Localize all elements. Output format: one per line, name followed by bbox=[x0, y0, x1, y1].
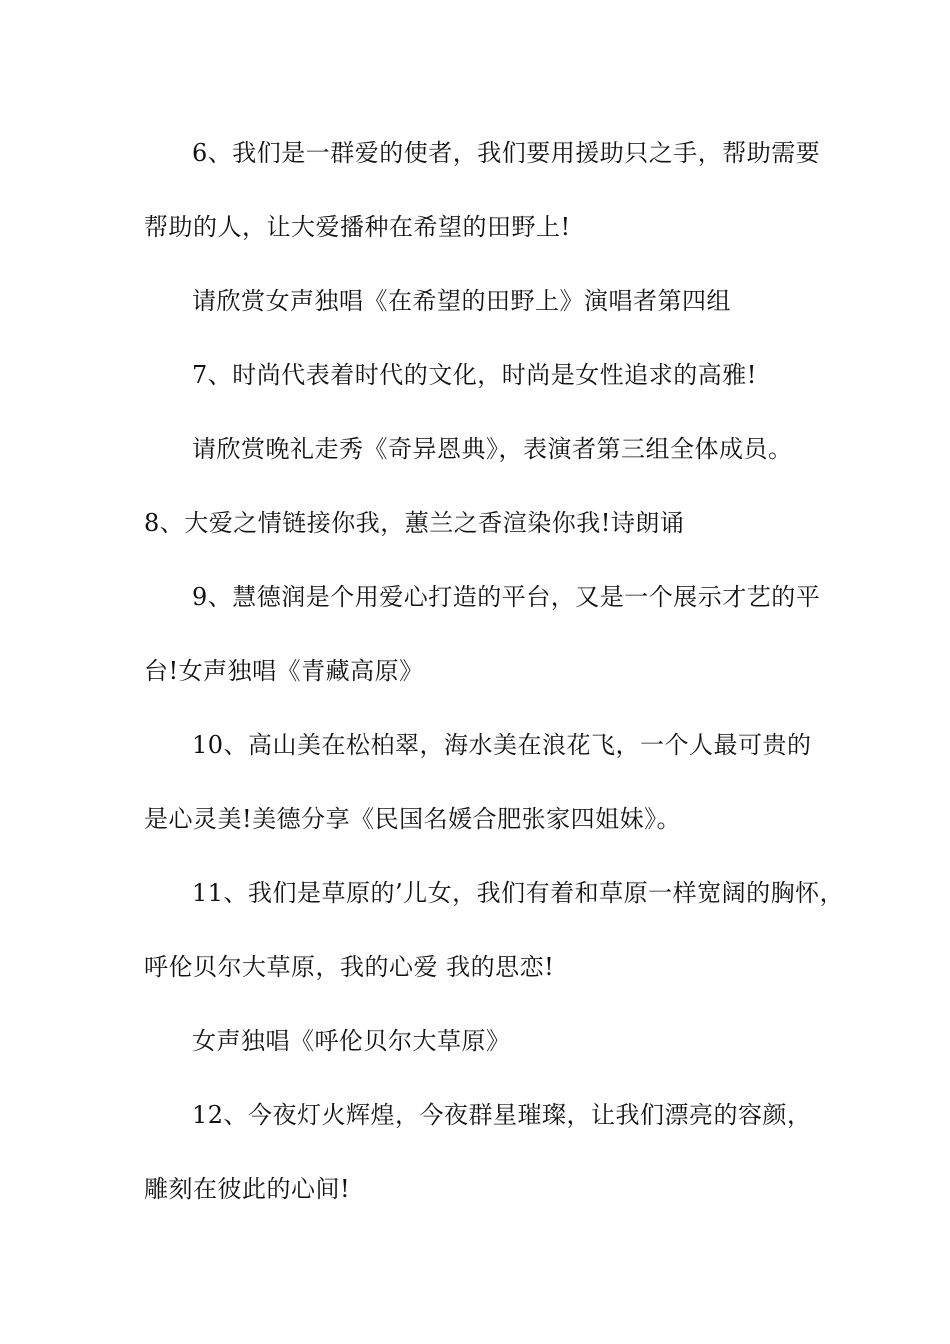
paragraph-10-line-1: 10、高山美在松柏翠，海水美在浪花飞，一个人最可贵的 bbox=[192, 731, 812, 759]
program-item-4: 请欣赏女声独唱《在希望的田野上》演唱者第四组 bbox=[192, 287, 731, 315]
paragraph-9-line-2: 台!女声独唱《青藏高原》 bbox=[144, 657, 424, 685]
paragraph-11-line-2: 呼伦贝尔大草原，我的心爱 我的思恋! bbox=[144, 953, 555, 981]
program-item-11: 女声独唱《呼伦贝尔大草原》 bbox=[192, 1027, 511, 1055]
paragraph-11-line-1: 11、我们是草原的’儿女，我们有着和草原一样宽阔的胸怀， bbox=[192, 879, 845, 907]
program-item-5: 请欣赏晚礼走秀《奇异恩典》，表演者第三组全体成员。 bbox=[192, 435, 793, 463]
paragraph-6-line-1: 6、我们是一群爱的使者，我们要用援助只之手，帮助需要 bbox=[192, 139, 821, 167]
paragraph-10-line-2: 是心灵美!美德分享《民国名媛合肥张家四姐妹》。 bbox=[144, 805, 682, 833]
paragraph-12-line-1: 12、今夜灯火辉煌，今夜群星璀璨，让我们漂亮的容颜， bbox=[192, 1101, 812, 1129]
paragraph-6-line-2: 帮助的人，让大爱播种在希望的田野上! bbox=[144, 213, 571, 241]
paragraph-7-line-1: 7、时尚代表着时代的文化，时尚是女性追求的高雅! bbox=[192, 361, 757, 389]
paragraph-12-line-2: 雕刻在彼此的心间! bbox=[144, 1175, 351, 1203]
paragraph-9-line-1: 9、慧德润是个用爱心打造的平台，又是一个展示才艺的平 bbox=[192, 583, 821, 611]
paragraph-8-line-1: 8、大爱之情链接你我，蕙兰之香渲染你我!诗朗诵 bbox=[144, 509, 685, 537]
